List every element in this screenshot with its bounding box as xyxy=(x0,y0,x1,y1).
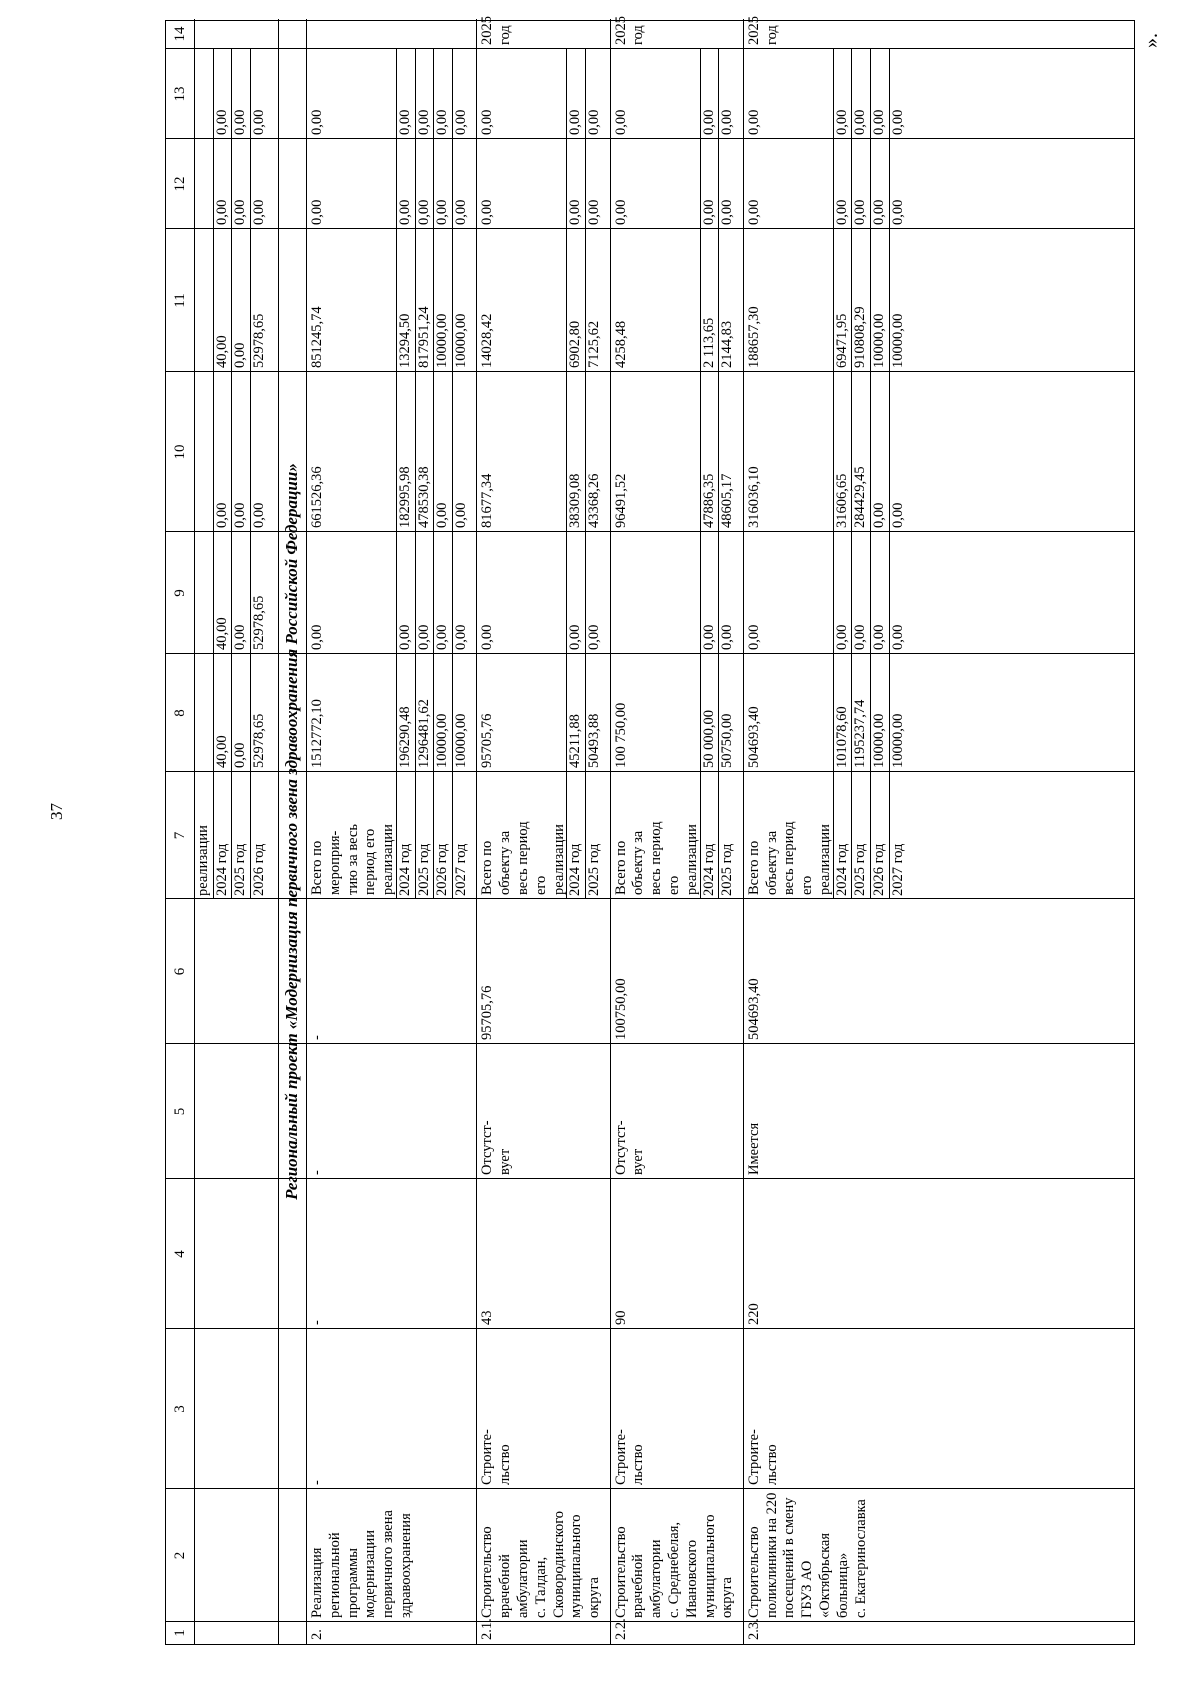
period-cell: 2027 год xyxy=(889,843,906,896)
total-value-cell: 0,00 xyxy=(309,109,325,135)
value-cell: 0,00 xyxy=(232,199,249,225)
year-value-cell: 0,00 xyxy=(567,199,584,225)
total-value-cell: 100 750,00 xyxy=(612,702,629,768)
column-number-9: 9 xyxy=(172,589,188,597)
row-divider xyxy=(870,49,871,899)
total-value-cell: 14028,42 xyxy=(479,313,496,368)
value-cell: 0,00 xyxy=(213,199,230,225)
year-value-cell: 0,00 xyxy=(586,109,602,135)
period-cell: 2026 год xyxy=(434,843,451,896)
row-divider xyxy=(213,49,214,899)
period-cell: 2024 год xyxy=(213,843,230,896)
year-value-cell: 0,00 xyxy=(586,199,602,225)
column-number-1: 1 xyxy=(172,1629,188,1637)
value-cell: 0,00 xyxy=(250,502,267,528)
period-total-label: Всего по объекту за весь период его реализации xyxy=(612,821,700,895)
year-value-cell: 0,00 xyxy=(700,199,717,225)
year-value-cell: 2 113,65 xyxy=(700,317,717,368)
total-value-cell: 0,00 xyxy=(479,109,496,135)
total-value-cell: 851245,74 xyxy=(309,306,325,368)
column-number-2: 2 xyxy=(172,1551,188,1560)
item-name: Реализация региональной программы модернизации первичного звена здравоохранения xyxy=(309,1510,414,1618)
year-value-cell: 817951,24 xyxy=(415,306,432,368)
year-value-cell: 0,00 xyxy=(700,624,717,650)
year-value-cell: 0,00 xyxy=(889,624,906,650)
value-cell: 0,00 xyxy=(250,109,267,135)
value-cell: 40,00 xyxy=(213,735,230,768)
documentation-cell: Отсутст- вует xyxy=(479,1120,514,1175)
total-value-cell: 0,00 xyxy=(479,199,496,225)
region-project-title: Региональный проект «Модернизация первичного звена здравоохранения Российской Федерации» xyxy=(282,463,301,1200)
period-cell: 2025 год xyxy=(852,843,869,896)
year-value-cell: 0,00 xyxy=(567,624,584,650)
year-value-cell: 0,00 xyxy=(434,624,451,650)
year-value-cell: 47886,35 xyxy=(700,473,717,528)
total-value-cell: 188657,30 xyxy=(745,306,762,368)
year-value-cell: 0,00 xyxy=(871,109,887,135)
column-number-12: 12 xyxy=(172,176,188,192)
year-value-cell: 0,00 xyxy=(434,109,451,135)
value-cell: 52978,65 xyxy=(250,595,267,650)
estimated-cost-cell: 100750,00 xyxy=(612,978,629,1040)
year-value-cell: 6902,80 xyxy=(567,320,584,368)
year-value-cell: 0,00 xyxy=(434,199,451,225)
value-cell: 0,00 xyxy=(232,342,249,368)
column-divider xyxy=(166,371,1134,372)
value-cell: 0,00 xyxy=(232,742,249,768)
year-value-cell: 13294,50 xyxy=(397,313,413,368)
year-value-cell: 0,00 xyxy=(397,199,413,225)
value-cell: 0,00 xyxy=(232,502,249,528)
row-divider xyxy=(250,49,251,899)
year-value-cell: 0,00 xyxy=(852,199,869,225)
column-divider xyxy=(166,1043,1134,1044)
year-value-cell: 0,00 xyxy=(871,624,887,650)
year-value-cell: 0,00 xyxy=(452,502,469,528)
year-value-cell: 478530,38 xyxy=(415,466,432,528)
value-cell: 0,00 xyxy=(232,109,249,135)
row-divider xyxy=(433,49,434,899)
year-value-cell: 0,00 xyxy=(567,109,584,135)
item-number: 2.2. xyxy=(612,1618,629,1640)
financing-table xyxy=(165,16,1135,1645)
completion-year-cell: 2025 год xyxy=(479,16,514,45)
column-divider xyxy=(166,1328,1134,1329)
row-divider xyxy=(452,49,453,899)
closing-quote: ». xyxy=(1140,33,1162,48)
column-number-10: 10 xyxy=(172,444,188,460)
year-value-cell: 10000,00 xyxy=(434,313,451,368)
value-cell: 40,00 xyxy=(213,617,230,650)
value-cell: 40,00 xyxy=(213,335,230,368)
year-value-cell: 284429,45 xyxy=(852,466,869,528)
year-value-cell: 2144,83 xyxy=(719,320,736,368)
total-value-cell: 661526,36 xyxy=(309,466,325,528)
year-value-cell: 182995,98 xyxy=(397,466,413,528)
year-value-cell: 38309,08 xyxy=(567,473,584,528)
total-value-cell: 4258,48 xyxy=(612,320,629,368)
total-value-cell: 1512772,10 xyxy=(309,699,325,768)
year-value-cell: 48605,17 xyxy=(719,473,736,528)
column-divider xyxy=(166,653,1134,654)
item-name: Строительство врачебной амбулатории с. Среднебелая, Ивановского муниципального округа xyxy=(612,1514,736,1618)
total-value-cell: 504693,40 xyxy=(745,706,762,768)
year-value-cell: 50750,00 xyxy=(719,713,736,768)
work-type-cell: Строите- льство xyxy=(745,1429,780,1485)
column-number-3: 3 xyxy=(172,1405,188,1413)
column-number-7: 7 xyxy=(172,831,188,840)
year-value-cell: 0,00 xyxy=(415,109,432,135)
page-number: 37 xyxy=(47,803,66,820)
year-value-cell: 7125,62 xyxy=(586,320,602,368)
year-value-cell: 0,00 xyxy=(397,624,413,650)
item-number: 2.1. xyxy=(479,1618,496,1640)
total-value-cell: 95705,76 xyxy=(479,713,496,768)
item-name: Строительство врачебной амбулатории с. Талдан, Сковородинского муниципального округа xyxy=(479,1510,603,1618)
year-value-cell: 0,00 xyxy=(397,109,413,135)
column-divider xyxy=(166,1178,1134,1179)
band-divider-bottom xyxy=(306,19,307,1644)
year-value-cell: 0,00 xyxy=(415,199,432,225)
total-value-cell: 0,00 xyxy=(745,199,762,225)
period-total-label: Всего по объекту за весь период его реализации xyxy=(479,821,567,895)
year-value-cell: 0,00 xyxy=(452,199,469,225)
row-divider xyxy=(889,49,890,899)
item-name: Строительство поликлиники на 220 посещений в смену ГБУЗ АО «Октябрьская больница» с. Екатеринославка xyxy=(745,1492,869,1618)
year-value-cell: 50 000,00 xyxy=(700,710,717,768)
year-value-cell: 0,00 xyxy=(889,502,906,528)
column-divider xyxy=(166,898,1134,899)
work-type-cell: Строите- льство xyxy=(479,1429,514,1485)
period-total-label: Всего по объекту за весь период его реализации xyxy=(745,821,833,895)
column-number-4: 4 xyxy=(172,1250,188,1258)
period-cell: 2025 год xyxy=(232,843,249,896)
total-value-cell: 0,00 xyxy=(309,199,325,225)
documentation-cell: - xyxy=(309,1170,325,1175)
period-cell: 2025 год xyxy=(415,843,432,896)
year-value-cell: 0,00 xyxy=(415,624,432,650)
year-value-cell: 0,00 xyxy=(871,502,887,528)
column-number-11: 11 xyxy=(172,293,188,308)
year-value-cell: 0,00 xyxy=(452,109,469,135)
column-divider xyxy=(166,48,1134,49)
column-divider xyxy=(166,1488,1134,1489)
period-cell: 2024 год xyxy=(700,843,717,896)
capacity-cell: - xyxy=(309,1320,325,1325)
year-value-cell: 0,00 xyxy=(719,624,736,650)
period-cell: 2026 год xyxy=(250,843,267,896)
column-divider xyxy=(166,228,1134,229)
period-total-label: Всего по мероприя- тию за весь период его реализации xyxy=(309,824,397,895)
year-value-cell: 10000,00 xyxy=(889,313,906,368)
column-number-5: 5 xyxy=(172,1107,188,1116)
total-value-cell: 0,00 xyxy=(479,624,496,650)
total-value-cell: 0,00 xyxy=(745,109,762,135)
completion-year-cell: 2025 год xyxy=(745,16,780,45)
total-value-cell: 0,00 xyxy=(745,624,762,650)
year-value-cell: 10000,00 xyxy=(452,713,469,768)
year-value-cell: 43368,26 xyxy=(586,473,602,528)
column-number-6: 6 xyxy=(172,967,188,976)
item-divider xyxy=(743,19,744,1644)
total-value-cell: 96491,52 xyxy=(612,473,629,528)
value-cell: 0,00 xyxy=(213,109,230,135)
capacity-cell: 90 xyxy=(612,1310,629,1325)
year-value-cell: 0,00 xyxy=(833,109,850,135)
year-value-cell: 10000,00 xyxy=(871,313,887,368)
year-value-cell: 45211,88 xyxy=(567,714,584,768)
value-cell: 0,00 xyxy=(232,624,249,650)
item-number: 2.3. xyxy=(745,1618,762,1640)
column-divider xyxy=(166,771,1134,772)
year-value-cell: 101078,60 xyxy=(833,706,850,768)
period-cell: 2024 год xyxy=(833,843,850,896)
row-divider xyxy=(231,49,232,899)
item-number: 2. xyxy=(309,1629,325,1640)
column-number-8: 8 xyxy=(172,709,188,717)
work-type-cell: - xyxy=(309,1480,325,1485)
year-value-cell: 0,00 xyxy=(586,624,602,650)
value-cell: 52978,65 xyxy=(250,313,267,368)
year-value-cell: 10000,00 xyxy=(889,713,906,768)
year-value-cell: 0,00 xyxy=(719,199,736,225)
column-divider xyxy=(166,1621,1134,1622)
estimated-cost-cell: 504693,40 xyxy=(745,978,762,1040)
rotated-page xyxy=(165,16,1135,1645)
year-value-cell: 69471,95 xyxy=(833,313,850,368)
column-divider xyxy=(166,138,1134,139)
value-cell: 0,00 xyxy=(213,502,230,528)
value-cell: 52978,65 xyxy=(250,713,267,768)
year-value-cell: 10000,00 xyxy=(434,713,451,768)
capacity-cell: 43 xyxy=(479,1310,496,1325)
year-value-cell: 0,00 xyxy=(852,624,869,650)
period-cell: 2024 год xyxy=(397,843,413,896)
total-value-cell: 81677,34 xyxy=(479,473,496,528)
year-value-cell: 0,00 xyxy=(871,199,887,225)
item-divider xyxy=(610,19,611,1644)
year-value-cell: 1296481,62 xyxy=(415,699,432,768)
year-value-cell: 910808,29 xyxy=(852,306,869,368)
estimated-cost-cell: 95705,76 xyxy=(479,985,496,1040)
year-value-cell: 0,00 xyxy=(833,199,850,225)
total-value-cell: 0,00 xyxy=(612,199,629,225)
year-value-cell: 10000,00 xyxy=(452,313,469,368)
value-cell: 0,00 xyxy=(250,199,267,225)
capacity-cell: 220 xyxy=(745,1303,762,1325)
period-cell: 2025 год xyxy=(586,843,602,896)
period-cell: реализации xyxy=(195,825,211,896)
year-value-cell: 0,00 xyxy=(700,109,717,135)
total-value-cell: 0,00 xyxy=(309,624,325,650)
year-value-cell: 0,00 xyxy=(452,624,469,650)
period-cell: 2026 год xyxy=(871,843,887,896)
year-value-cell: 0,00 xyxy=(719,109,736,135)
year-value-cell: 1195237,74 xyxy=(852,699,869,768)
completion-year-cell: 2025 год xyxy=(612,16,647,45)
year-value-cell: 0,00 xyxy=(833,624,850,650)
total-value-cell: 0,00 xyxy=(612,109,629,135)
year-value-cell: 0,00 xyxy=(852,109,869,135)
estimated-cost-cell: - xyxy=(309,1035,325,1040)
work-type-cell: Строите- льство xyxy=(612,1429,647,1485)
year-value-cell: 0,00 xyxy=(889,109,906,135)
column-number-14: 14 xyxy=(172,26,188,42)
column-number-13: 13 xyxy=(172,86,188,102)
period-cell: 2025 год xyxy=(719,843,736,896)
total-value-cell: 316036,10 xyxy=(745,466,762,528)
year-value-cell: 10000,00 xyxy=(871,713,887,768)
documentation-cell: Отсутст- вует xyxy=(612,1120,647,1175)
period-cell: 2024 год xyxy=(567,843,584,896)
documentation-cell: Имеется xyxy=(745,1122,762,1175)
column-divider xyxy=(166,531,1134,532)
year-value-cell: 0,00 xyxy=(434,502,451,528)
item-divider xyxy=(476,19,477,1644)
year-value-cell: 0,00 xyxy=(889,199,906,225)
year-value-cell: 196290,48 xyxy=(397,706,413,768)
period-cell: 2027 год xyxy=(452,843,469,896)
year-value-cell: 50493,88 xyxy=(586,713,602,768)
year-value-cell: 31606,65 xyxy=(833,473,850,528)
